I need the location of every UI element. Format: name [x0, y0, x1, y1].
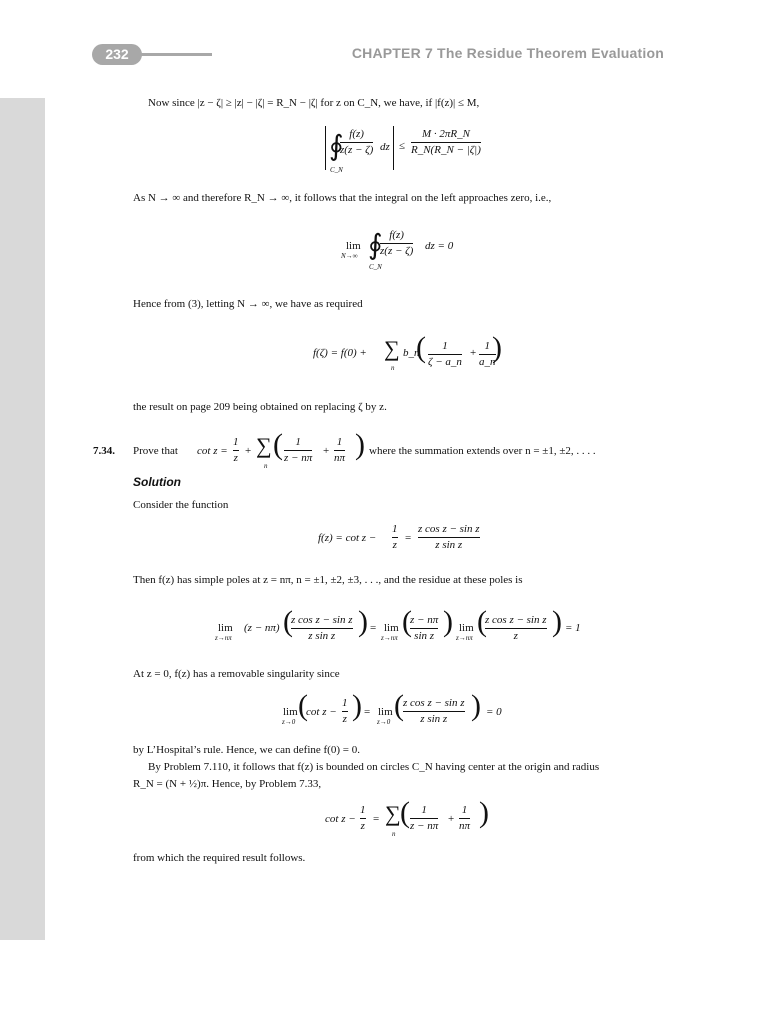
header-rule	[140, 53, 212, 56]
eq3-t1-num: 1	[442, 340, 448, 352]
paragraph-hence: Hence from (3), letting N → ∞, we have as required	[133, 298, 363, 310]
eq5-paren-close-2: )	[443, 605, 453, 638]
eq5-paren-open-1: (	[283, 605, 293, 638]
abs-bar-right	[393, 126, 394, 170]
solution-heading: Solution	[133, 475, 181, 489]
problem-close-paren: )	[355, 428, 365, 461]
problem-one-over-z: 1 z	[233, 436, 239, 464]
eq5-lim-3-sub: z→nπ	[456, 634, 473, 642]
eq7-open-paren: (	[400, 796, 410, 829]
eq7-term1: 1 z − nπ	[410, 804, 439, 832]
eq3-sum-index: n	[391, 364, 395, 372]
eq3-close-paren: )	[492, 331, 502, 364]
eq6-lim-2-sub: z→0	[377, 718, 391, 726]
eq5-factor: (z − nπ)	[244, 622, 280, 634]
eq6-paren-close-1: )	[352, 689, 362, 722]
eq5-fraction-2: z − nπ sin z	[410, 614, 439, 642]
eq5-paren-close-1: )	[358, 605, 368, 638]
paragraph-consider: Consider the function	[133, 499, 229, 511]
eq6-lim-1: lim	[283, 706, 298, 718]
eq5-paren-open-2: (	[402, 605, 412, 638]
eq6-paren-close-2: )	[471, 689, 481, 722]
eq4-fraction	[418, 523, 480, 552]
eq3-t1-den: ζ − a_n	[428, 356, 462, 368]
eq4-equals: =	[405, 532, 412, 544]
contour-integral-sign: ∮	[329, 131, 344, 162]
chapter-title: CHAPTER 7 The Residue Theorem Evaluation	[351, 45, 664, 61]
eq4-num: z cos z − sin z	[418, 523, 480, 535]
eq6-one-over-z: 1 z	[342, 697, 348, 725]
eq5-lim-1-sub: z→nπ	[215, 634, 232, 642]
eq3-plus: +	[470, 347, 477, 359]
eq3-t2-den: a_n	[479, 356, 496, 368]
paragraph-limit: As N → ∞ and therefore R_N → ∞, it follows that the integral on the left approaches zero, i.e.,	[133, 192, 552, 204]
eq7-plus: +	[448, 813, 455, 825]
eq7-close-paren: )	[479, 796, 489, 829]
eq3-sum-sign: ∑	[384, 336, 400, 361]
eq1-lhs-fraction	[340, 128, 373, 157]
problem-suffix: where the summation extends over n = ±1, ±2, . . . .	[369, 445, 596, 457]
eq5-paren-close-3: )	[552, 605, 562, 638]
paragraph-conclusion: from which the required result follows.	[133, 852, 306, 864]
problem-sum-sign: ∑	[256, 433, 272, 458]
problem-plus: +	[245, 445, 252, 457]
eq5-lim-1: lim	[218, 622, 233, 634]
eq2-contour-integral-sign: ∮	[368, 230, 383, 261]
eq3-term1	[428, 340, 462, 369]
problem-plus-2: +	[323, 445, 330, 457]
paragraph-poles: Then f(z) has simple poles at z = nπ, n = ±1, ±2, ±3, . . ., and the residue at these poles is	[133, 574, 523, 586]
eq6-lim-2: lim	[378, 706, 393, 718]
problem-prefix: Prove that	[133, 445, 178, 457]
eq3-t2-num: 1	[484, 340, 490, 352]
eq7-equals: =	[373, 813, 380, 825]
eq4-one-over-z: 1 z	[392, 523, 398, 551]
eq2-lim: lim	[346, 240, 361, 252]
eq7-term2: 1 nπ	[459, 804, 471, 832]
paragraph-radius: R_N = (N + ½)π. Hence, by Problem 7.33,	[133, 778, 322, 790]
eq1-rhs-den: R_N(R_N − |ζ|)	[411, 144, 481, 156]
eq1-lhs-den: z(z − ζ)	[340, 144, 374, 156]
eq5-paren-open-3: (	[477, 605, 487, 638]
eq6-fraction: z cos z − sin z z sin z	[403, 697, 465, 725]
eq3-lhs: f(ζ) = f(0) +	[313, 347, 367, 359]
eq5-fraction-1: z cos z − sin z z sin z	[291, 614, 353, 642]
eq2-num: f(z)	[389, 229, 404, 241]
eq2-lim-sub: N→∞	[341, 252, 358, 260]
eq6-paren-open-1: (	[298, 689, 308, 722]
eq2-rhs: dz = 0	[425, 240, 454, 252]
eq6-rhs: = 0	[486, 706, 502, 718]
eq5-equals: =	[370, 622, 377, 634]
eq6-lim-1-sub: z→0	[282, 718, 296, 726]
eq5-lim-3: lim	[459, 622, 474, 634]
eq7-sum-index: n	[392, 830, 396, 838]
problem-term2: 1 nπ	[334, 436, 346, 464]
eq1-le: ≤	[399, 140, 406, 152]
problem-sum-index: n	[264, 462, 268, 470]
paragraph-result: the result on page 209 being obtained on replacing ζ by z.	[133, 401, 387, 413]
eq6-equals: =	[364, 706, 371, 718]
side-margin-band	[0, 98, 45, 940]
eq2-fraction	[380, 229, 413, 258]
paragraph-removable: At z = 0, f(z) has a removable singularity since	[133, 668, 340, 680]
eq3-bn: b_n	[403, 347, 420, 359]
eq5-rhs: = 1	[565, 622, 581, 634]
eq1-contour-label: C_N	[330, 166, 343, 174]
eq6-cot: cot z −	[306, 706, 337, 718]
page-number-badge: 232	[92, 44, 142, 65]
eq5-fraction-3: z cos z − sin z z	[485, 614, 547, 642]
eq4-lhs: f(z) = cot z −	[318, 532, 377, 544]
eq1-rhs-num: M · 2πR_N	[421, 128, 470, 140]
eq7-one-over-z: 1 z	[360, 804, 366, 832]
paragraph-lhospital: by L’Hospital’s rule. Hence, we can define f(0) = 0.	[133, 744, 360, 756]
problem-term1: 1 z − nπ	[284, 436, 313, 464]
eq1-lhs-num: f(z)	[349, 128, 364, 140]
eq1-dz: dz	[380, 141, 390, 153]
eq3-open-paren: (	[416, 331, 426, 364]
eq2-den: z(z − ζ)	[380, 245, 414, 257]
eq1-rhs-fraction	[411, 128, 481, 157]
paragraph-bounded: By Problem 7.110, it follows that f(z) is bounded on circles C_N having center at the origin and radius	[148, 761, 600, 773]
eq2-contour-label: C_N	[369, 263, 382, 271]
problem-cot: cot z =	[197, 445, 228, 457]
eq4-den: z sin z	[435, 539, 463, 551]
paragraph-bound: Now since |z − ζ| ≥ |z| − |ζ| = R_N − |ζ| for z on C_N, we have, if |f(z)| ≤ M,	[148, 97, 480, 109]
eq7-sum-sign: ∑	[385, 801, 401, 826]
problem-number: 7.34.	[93, 445, 115, 457]
eq6-paren-open-2: (	[394, 689, 404, 722]
eq7-cot: cot z −	[325, 813, 356, 825]
eq5-lim-2-sub: z→nπ	[381, 634, 398, 642]
eq5-lim-2: lim	[384, 622, 399, 634]
problem-open-paren: (	[273, 428, 283, 461]
abs-bar-left	[325, 126, 326, 170]
